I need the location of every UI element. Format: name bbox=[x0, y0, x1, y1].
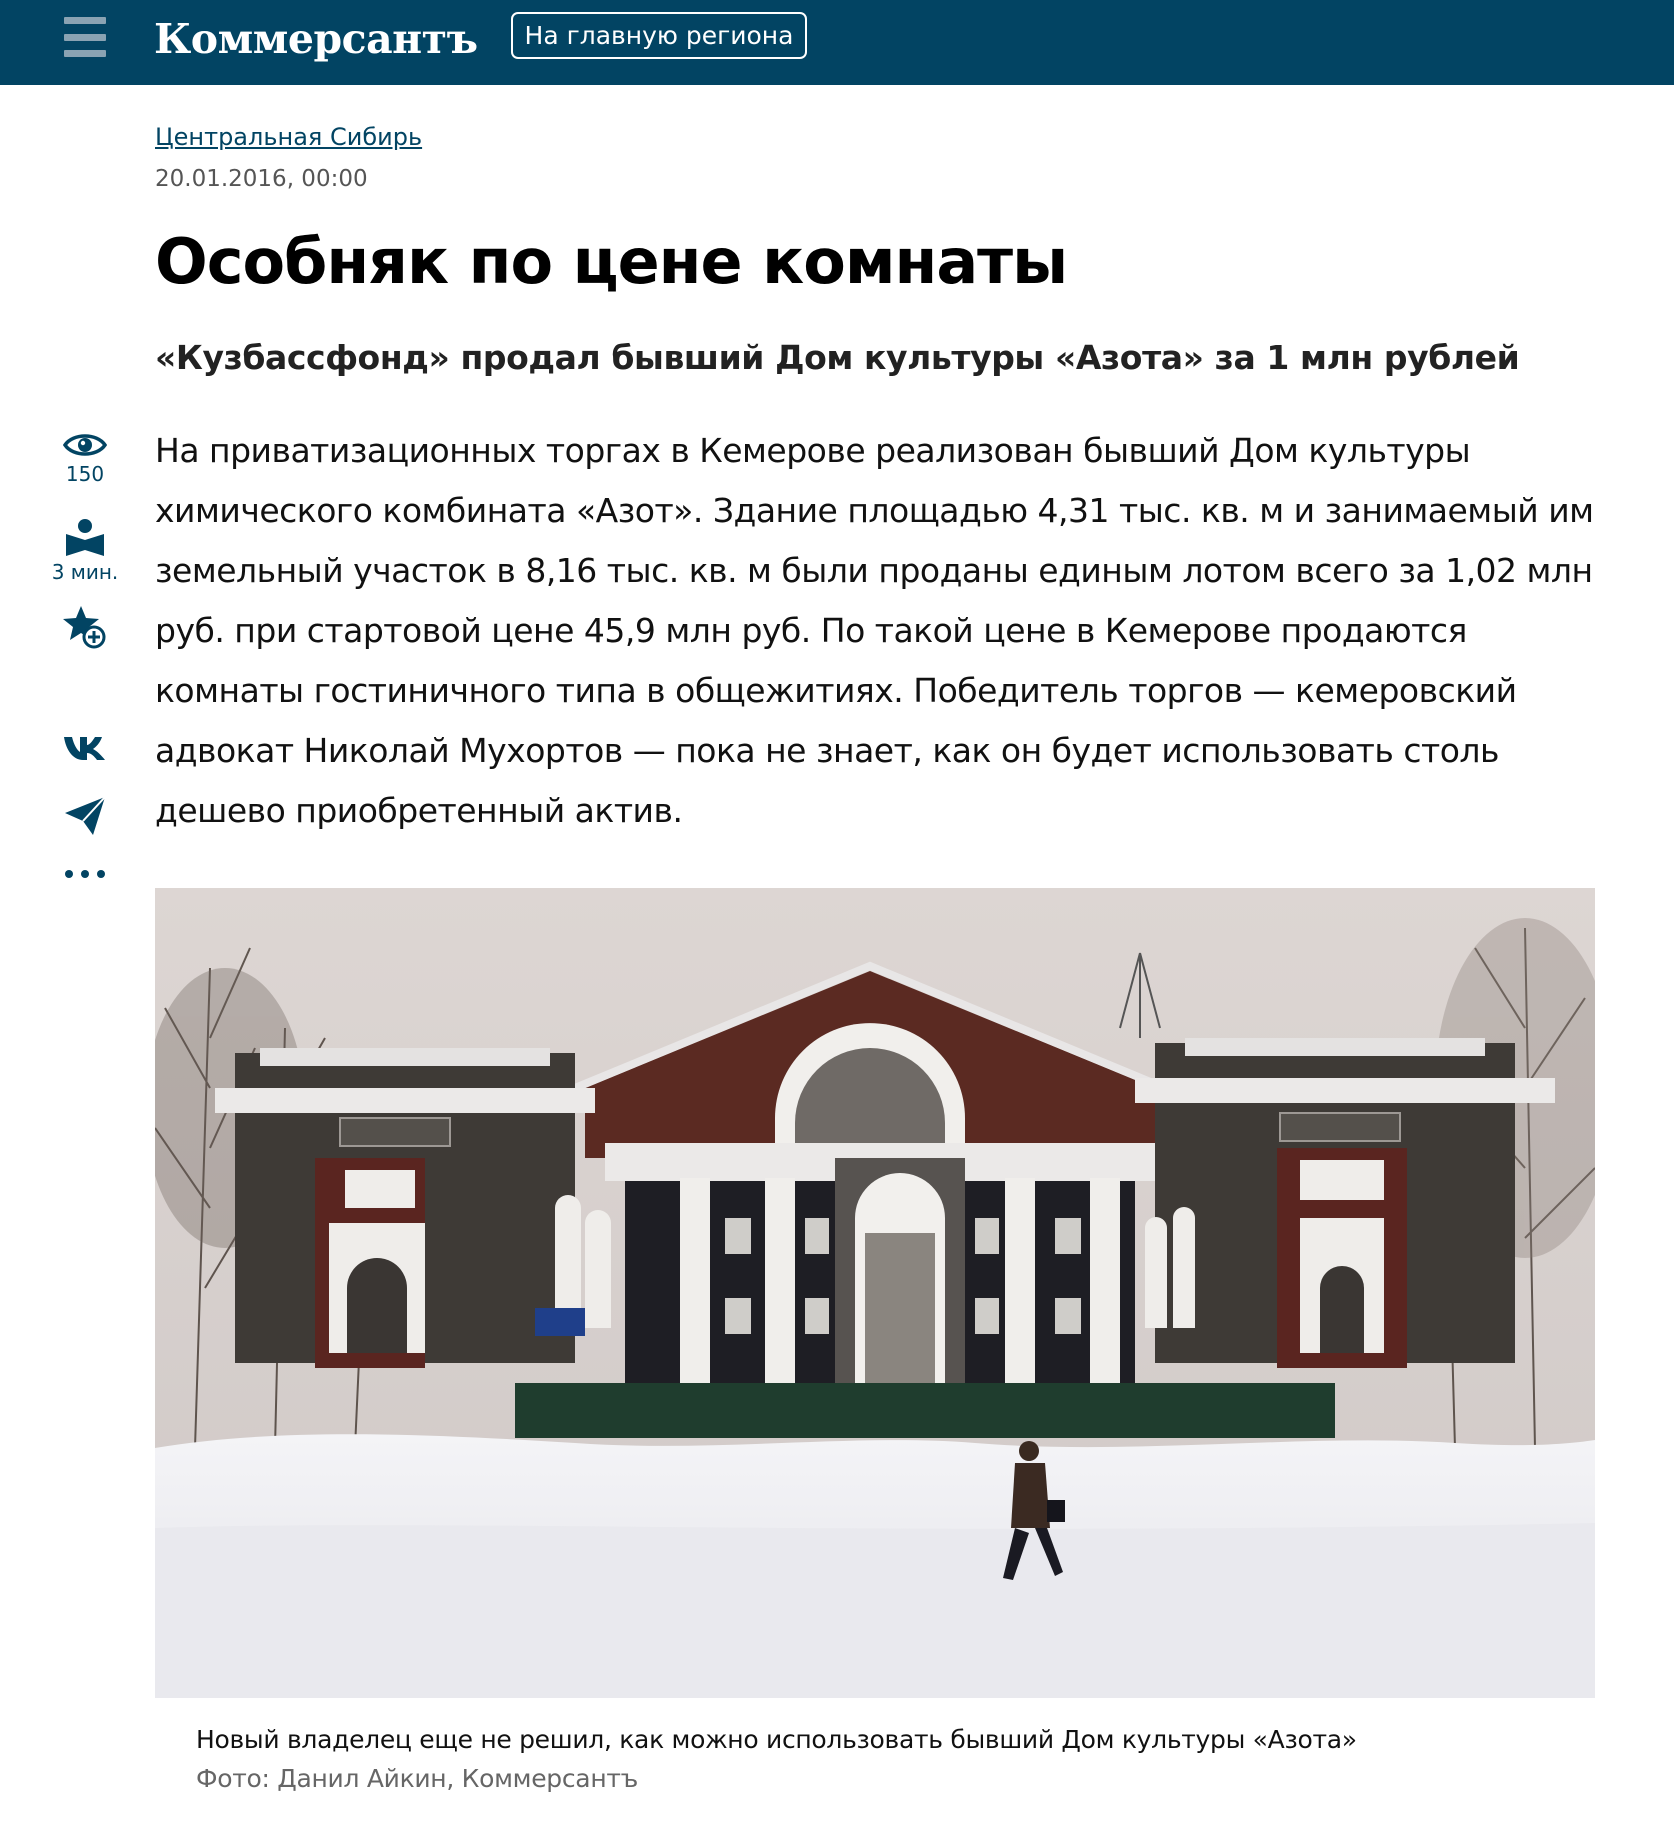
vk-icon bbox=[63, 735, 107, 761]
read-time-value: 3 мин. bbox=[51, 560, 119, 584]
rubric-link[interactable]: Центральная Сибирь bbox=[155, 123, 423, 151]
article-lead: На приватизационных торгах в Кемерове реализован бывший Дом культуры химического комбината «Азот». Здание площадью 4,31 тыс. кв. м и занимаемый им земельный участок в 8,16 тыс. кв. м были проданы единым лотом всего за 1,02 млн руб. при стартовой цене 45,9 млн руб. По такой цене в Кемерове продаются комнаты гостиничного типа в общежитиях. Победитель торгов — кемеровский адвокат Николай Мухортов — пока не знает, как он будет использовать столь дешево приобретенный актив. bbox=[155, 431, 1594, 830]
region-home-button[interactable]: На главную региона bbox=[511, 12, 807, 59]
menu-icon[interactable] bbox=[64, 17, 106, 57]
article-title: Особняк по цене комнаты bbox=[155, 225, 1068, 298]
building-photo-illustration bbox=[155, 888, 1595, 1698]
site-logo[interactable]: Коммерсантъ bbox=[154, 15, 478, 63]
share-vk-button[interactable] bbox=[40, 735, 130, 761]
star-add-icon bbox=[63, 604, 107, 650]
more-icon bbox=[63, 868, 107, 880]
photo-credit: Фото: Данил Айкин, Коммерсантъ bbox=[196, 1764, 639, 1793]
more-share-button[interactable] bbox=[40, 868, 130, 880]
views-count: 150 bbox=[65, 462, 105, 486]
bookmark-button[interactable] bbox=[40, 604, 130, 650]
book-icon bbox=[64, 518, 106, 558]
telegram-icon bbox=[63, 795, 107, 837]
views-counter bbox=[40, 430, 130, 486]
article-subtitle: «Кузбассфонд» продал бывший Дом культуры «Азота» за 1 млн рублей bbox=[155, 338, 1520, 377]
share-telegram-button[interactable] bbox=[40, 795, 130, 837]
eye-icon bbox=[63, 430, 107, 460]
article-photo bbox=[155, 888, 1595, 1698]
top-navigation-bar bbox=[0, 0, 1674, 85]
publication-date: 20.01.2016, 00:00 bbox=[155, 166, 368, 192]
read-time bbox=[40, 518, 130, 584]
photo-caption: Новый владелец еще не решил, как можно использовать бывший Дом культуры «Азота» bbox=[196, 1725, 1357, 1754]
